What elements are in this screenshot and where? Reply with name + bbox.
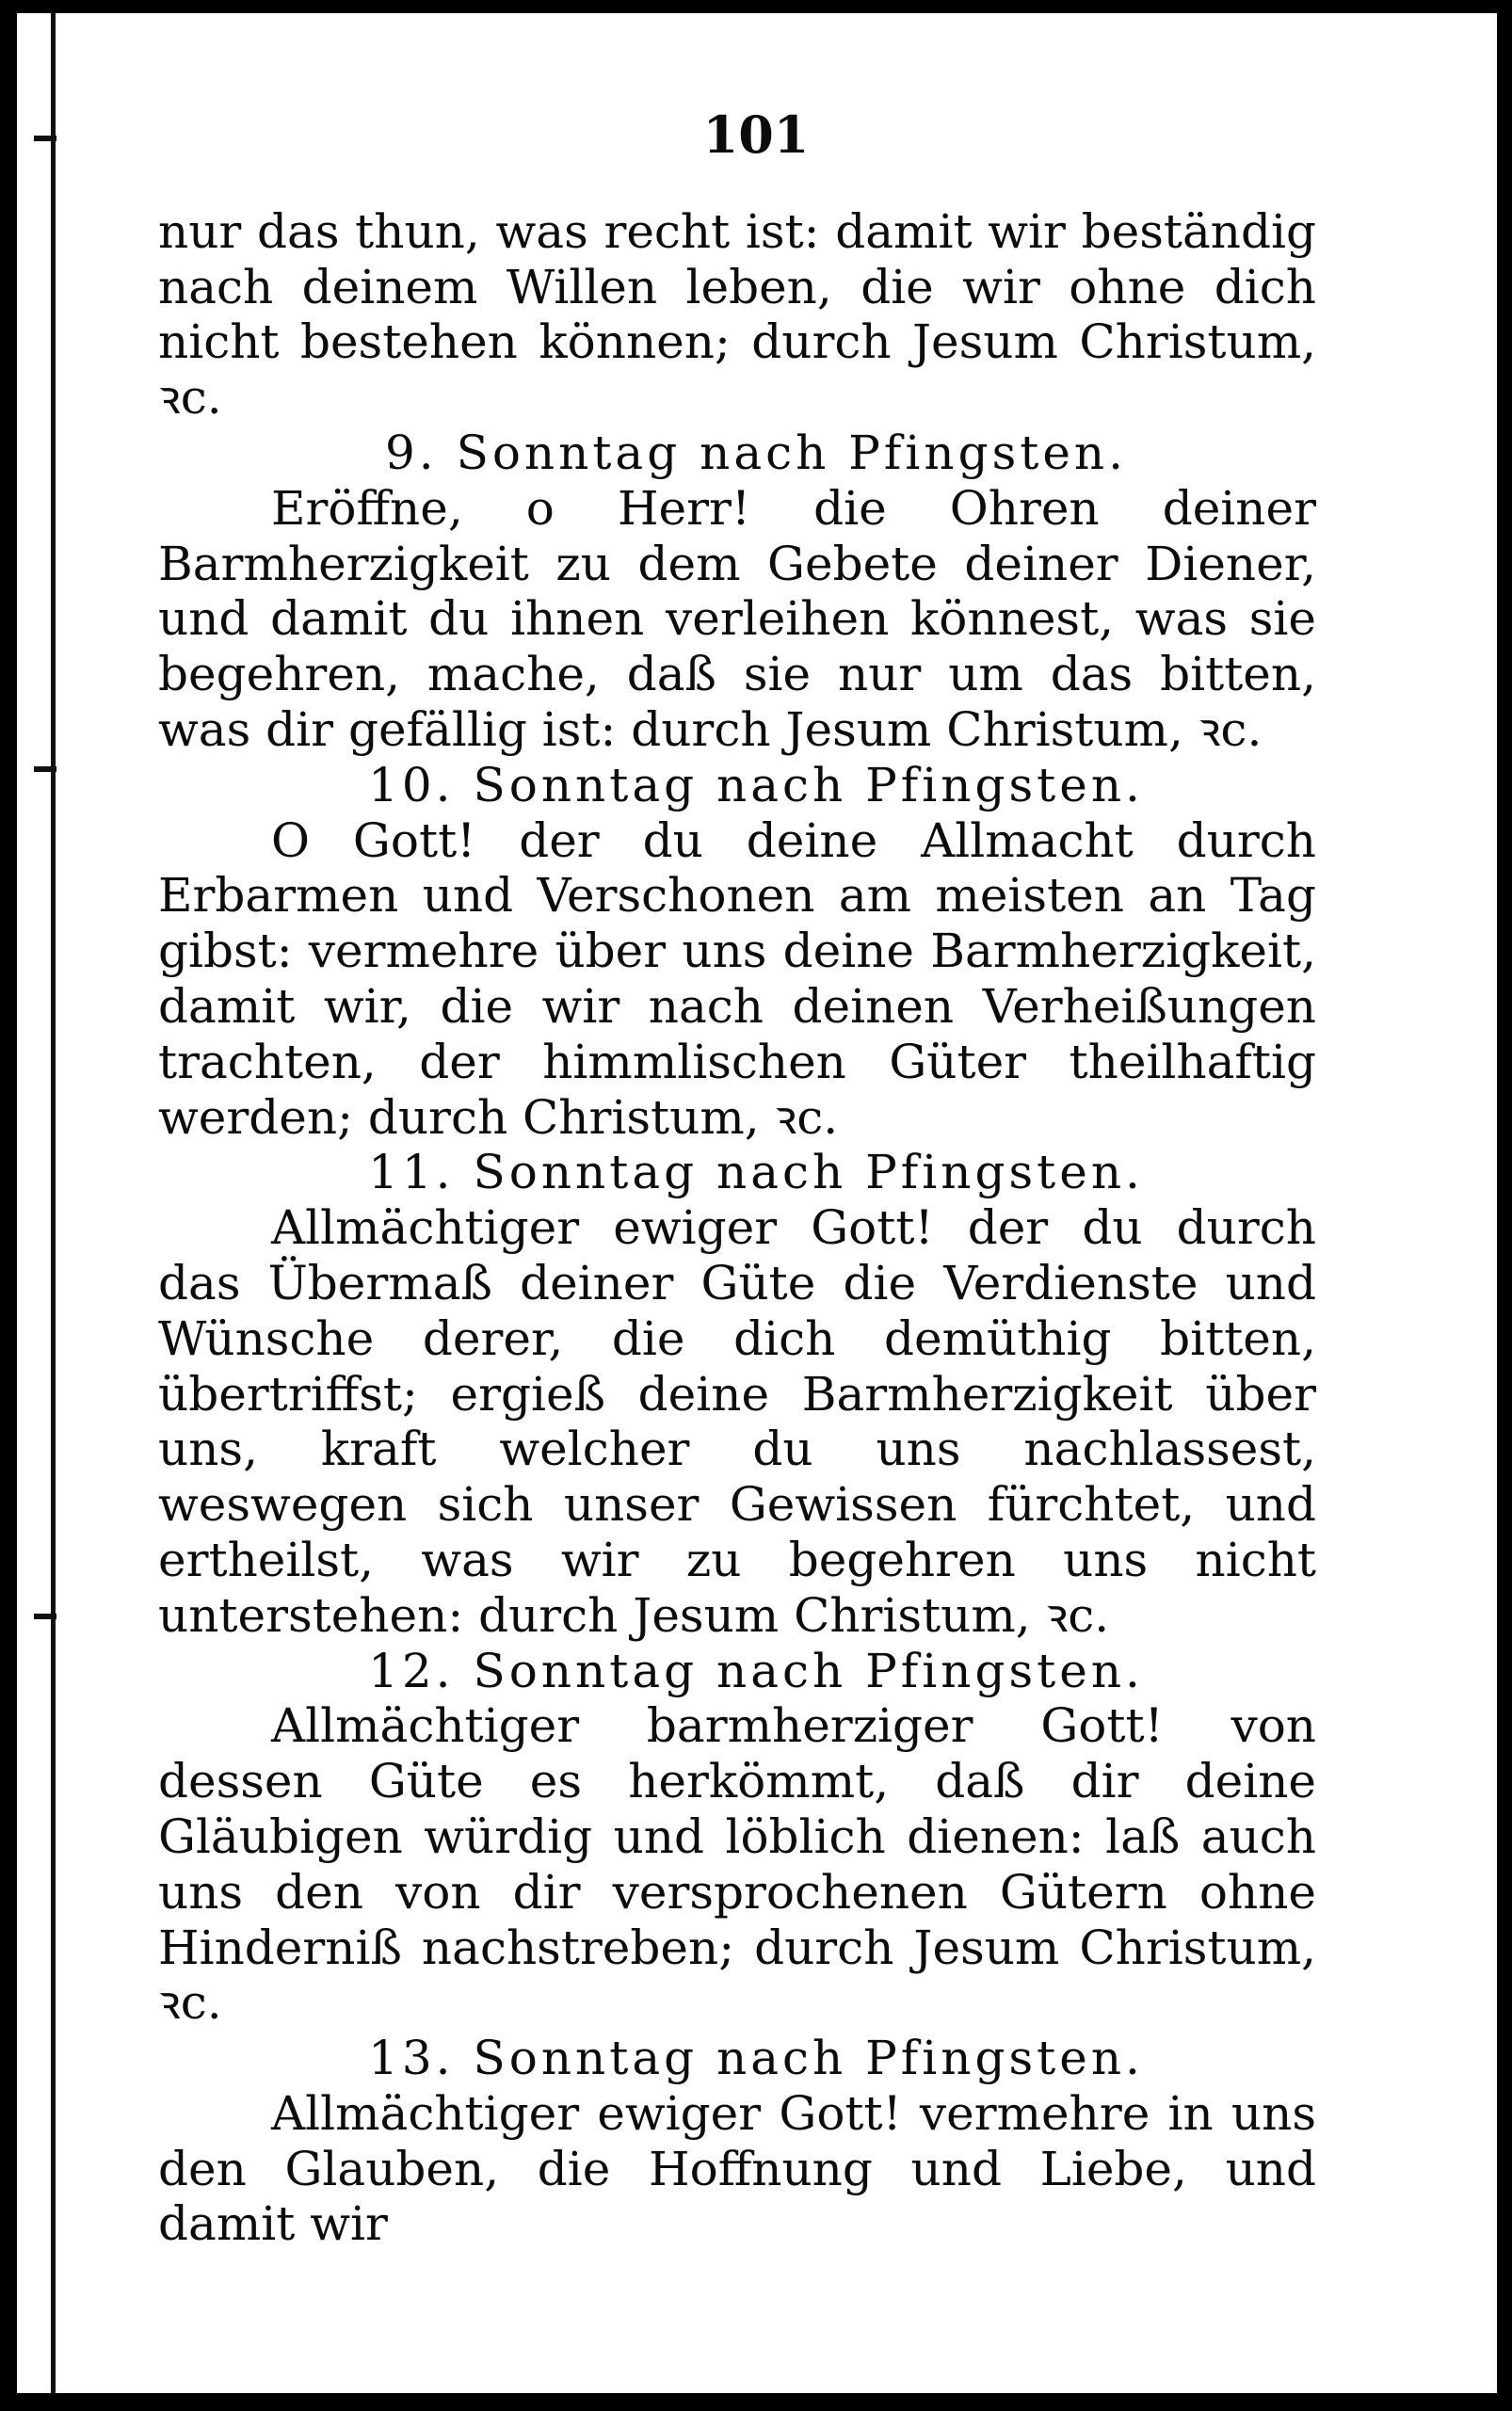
- paragraph: Allmächtiger ewiger Gott! vermehre in uns den Glauben, die Hoffnung und Liebe, und damit wir: [158, 2085, 1316, 2252]
- binding-mark: [34, 136, 56, 141]
- section-heading: 13. Sonntag nach Pfingsten.: [368, 2031, 1144, 2086]
- binding-edge: [51, 13, 56, 2393]
- section-heading: 12. Sonntag nach Pfingsten.: [368, 1643, 1144, 1698]
- section-heading: 10. Sonntag nach Pfingsten.: [368, 757, 1144, 812]
- binding-mark: [34, 766, 56, 772]
- paragraph: Allmächtiger barmherziger Gott! von dessen Güte es herkömmt, daß dir deine Gläubigen würdig und löblich dienen: laß auch uns den von dir versprochenen Gütern ohne Hinderniß nachstreben; durch Jesum Christum, ꝛc.: [158, 1698, 1316, 2031]
- paragraph: nur das thun, was recht ist: damit wir beständig nach deinem Willen leben, die wir ohne dich nicht bestehen können; durch Jesum Christum, ꝛc.: [158, 203, 1316, 426]
- paragraph: Allmächtiger ewiger Gott! der du durch das Übermaß deiner Güte die Verdienste und Wünsche derer, die dich demüthig bitten, übertriffst; ergieß deine Barmherzigkeit über uns, kraft welcher du uns nachlassest, weswegen sich unser Gewissen fürchtet, und ertheilst, was wir zu begehren uns nicht unterstehen: durch Jesum Christum, ꝛc.: [158, 1200, 1316, 1643]
- section-heading: 9. Sonntag nach Pfingsten.: [384, 425, 1128, 480]
- paragraph: O Gott! der du deine Allmacht durch Erbarmen und Verschonen am meisten an Tag gibst: vermehre über uns deine Barmherzigkeit, damit wir, die wir nach deinen Verheißungen trachten, der himmlischen Güter theilhaftig werden; durch Christum, ꝛc.: [158, 812, 1316, 1145]
- text-body: [158, 204, 1316, 2252]
- binding-mark: [34, 1614, 56, 1619]
- book-page: [17, 13, 1497, 2393]
- page-content: [158, 104, 1316, 2252]
- page-number: 101: [702, 104, 810, 165]
- section-heading: 11. Sonntag nach Pfingsten.: [368, 1145, 1144, 1200]
- paragraph: Eröffne, o Herr! die Ohren deiner Barmherzigkeit zu dem Gebete deiner Diener, und damit du ihnen verleihen könnest, was sie begehren, mache, daß sie nur um das bitten, was dir gefällig ist: durch Jesum Christum, ꝛc.: [158, 480, 1316, 757]
